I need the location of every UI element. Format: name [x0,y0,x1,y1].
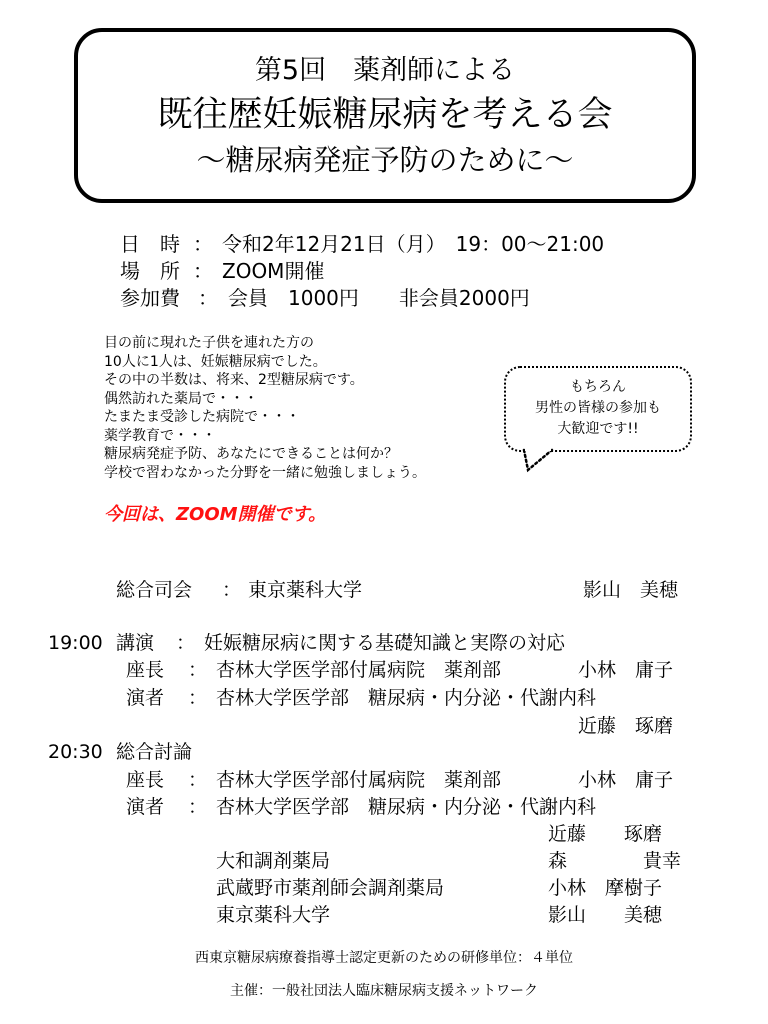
chair-label: 座長 [126,659,165,681]
intro-line: たまたま受診した病院で・・・ [104,409,300,425]
bubble-tail-icon [518,448,558,474]
chair2-name: 小林 庸子 [578,769,674,791]
intro-line: 偶然訪れた薬局で・・・ [104,390,258,407]
intro-line: 10人に1人は、妊娠糖尿病でした。 [104,353,327,370]
title-box [74,28,696,203]
bubble-line: 大歓迎です!! [557,421,639,437]
date-value: 令和2年12月21日（月） 19：00～21:00 [222,232,605,256]
discussion-label: 総合討論 [116,741,193,763]
zoom-notice: 今回は、ZOOM開催です。 [104,504,327,525]
fee-value: 会員 1000円 非会員2000円 [228,286,530,310]
panel-org: 東京薬科大学 [216,904,331,926]
chair-org: 杏林大学医学部付属病院 薬剤部 [216,659,502,681]
panel-name: 影山 美穂 [548,904,663,926]
mc-label: 総合司会 [116,579,193,601]
speaker-name: 近藤 琢磨 [578,715,674,737]
mc-name: 影山 美穂 [583,579,679,601]
fee-label: 参加費 [120,286,180,310]
chair-name: 小林 庸子 [578,659,674,681]
lecture-title: 妊娠糖尿病に関する基礎知識と実際の対応 [204,632,566,654]
date-sep: ： [193,232,213,256]
speaker-sep: ： [188,687,208,709]
panel-name: 森 貴幸 [548,850,682,872]
chair-sep: ： [188,659,208,681]
chair2-label: 座長 [126,769,165,791]
title-line-1: 第5回 薬剤師による [254,55,516,86]
intro-line: 薬学教育で・・・ [104,427,216,444]
intro-line: 学校で習わなかった分野を一緒に勉強しましょう。 [104,464,426,481]
place-label: 場 所 [120,259,180,283]
speaker-label: 演者 [126,687,165,709]
credits-note: 西東京糖尿病療養指導士認定更新のための研修単位：４単位 [195,950,573,966]
intro-line: その中の半数は、将来、2型糖尿病です。 [104,372,364,388]
chair2-org: 杏林大学医学部付属病院 薬剤部 [216,769,502,791]
title-line-3: ～糖尿病発症予防のために～ [196,143,574,177]
speaker2-label: 演者 [126,796,165,818]
place-value: ZOOM開催 [222,259,325,283]
intro-line: 糖尿病発症予防、あなたにできることは何か？ [104,446,398,462]
organizer-note: 主催：一般社団法人臨床糖尿病支援ネットワーク [230,983,538,999]
panel-org: 大和調剤薬局 [216,850,331,872]
intro-text [104,334,426,482]
speech-bubble [504,366,692,452]
speaker2-org: 杏林大学医学部 糖尿病・内分泌・代謝内科 [216,796,597,818]
bubble-line: もちろん [570,379,626,395]
intro-line: 目の前に現れた子供を連れた方の [104,335,314,351]
panel-name: 近藤 琢磨 [548,823,663,845]
date-label: 日 時 [120,232,180,256]
mc-sep: ： [222,579,242,601]
chair2-sep: ： [188,769,208,791]
lecture-time: 19:00 [48,632,103,654]
discussion-time: 20:30 [48,741,103,763]
title-line-2: 既往歴妊娠糖尿病を考える会 [157,95,613,135]
place-sep: ： [193,259,213,283]
mc-org: 東京薬科大学 [248,579,363,601]
fee-sep: ： [198,286,218,310]
panel-org: 武蔵野市薬剤師会調剤薬局 [216,877,445,899]
speaker2-sep: ： [188,796,208,818]
lecture-sep: ： [176,632,196,654]
lecture-label: 講演 [116,632,155,654]
speaker-org: 杏林大学医学部 糖尿病・内分泌・代謝内科 [216,687,597,709]
bubble-line: 男性の皆様の参加も [535,400,661,416]
panel-name: 小林 摩樹子 [548,877,663,899]
